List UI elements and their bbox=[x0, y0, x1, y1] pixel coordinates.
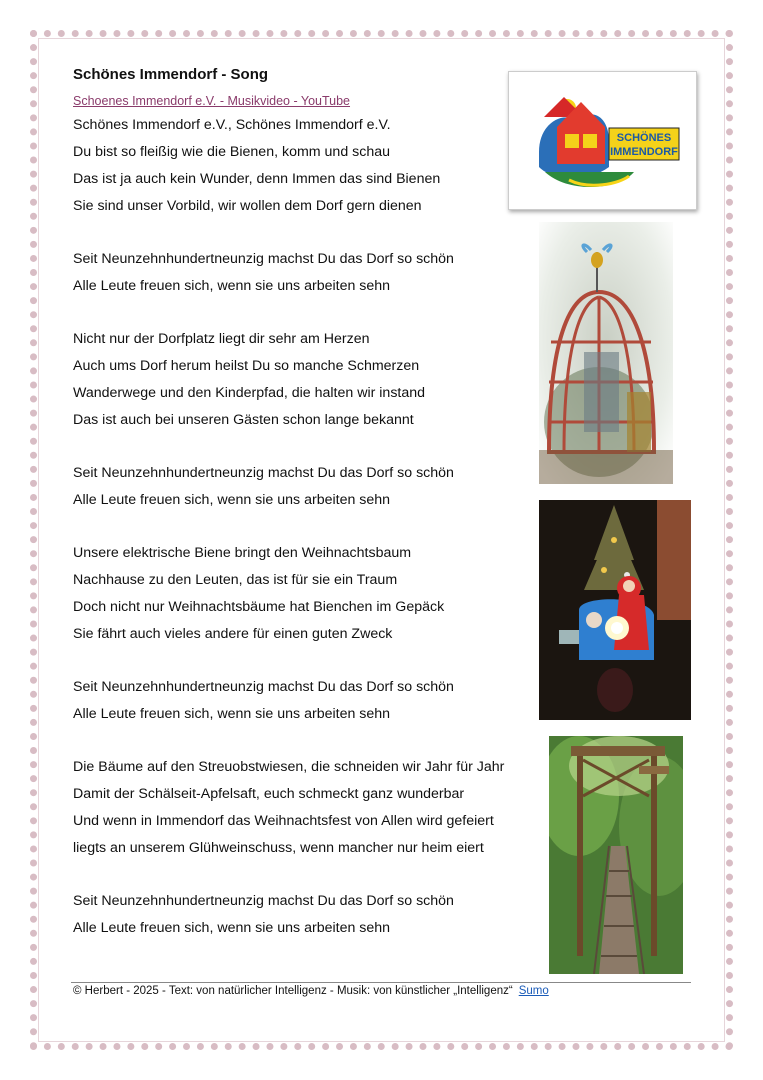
lyric-line: Nachhause zu den Leuten, das ist für sie ein Traum bbox=[73, 572, 398, 588]
sumo-link[interactable]: Sumo bbox=[518, 985, 549, 997]
lyric-line: Damit der Schälseit-Apfelsaft, euch schmeckt ganz wunderbar bbox=[73, 786, 465, 802]
photo-electric-bee-christmas bbox=[539, 500, 691, 720]
lyric-line: Alle Leute freuen sich, wenn sie uns arbeiten sehn bbox=[73, 492, 391, 508]
song-content bbox=[73, 64, 543, 968]
stanza bbox=[73, 326, 543, 434]
stanza bbox=[73, 754, 543, 862]
stanza bbox=[73, 674, 543, 728]
lyric-line: Seit Neunzehnhundertneunzig machst Du das Dorf so schön bbox=[73, 679, 454, 695]
lyric-line: Auch ums Dorf herum heilst Du so manche Schmerzen bbox=[73, 358, 420, 374]
lyric-line: Das ist ja auch kein Wunder, denn Immen das sind Bienen bbox=[73, 171, 441, 187]
footer-rule bbox=[71, 982, 691, 983]
stanza bbox=[73, 246, 543, 300]
stanza bbox=[73, 888, 543, 942]
lyrics bbox=[73, 112, 543, 942]
lyric-line: Du bist so fleißig wie die Bienen, komm und schau bbox=[73, 144, 391, 160]
lyric-line: Nicht nur der Dorfplatz liegt dir sehr am Herzen bbox=[73, 331, 370, 347]
stanza bbox=[73, 112, 543, 220]
lyric-line: Seit Neunzehnhundertneunzig machst Du das Dorf so schön bbox=[73, 251, 454, 267]
lyric-line: Und wenn in Immendorf das Weihnachtsfest von Allen wird gefeiert bbox=[73, 813, 494, 829]
logo-text-line1: SCHÖNES bbox=[616, 132, 672, 144]
club-logo bbox=[508, 71, 697, 210]
lyric-line: liegts an unserem Glühweinschuss, wenn mancher nur heim eiert bbox=[73, 840, 484, 856]
lyric-line: Alle Leute freuen sich, wenn sie uns arbeiten sehn bbox=[73, 706, 391, 722]
stanza bbox=[73, 460, 543, 514]
lyric-line: Schönes Immendorf e.V., Schönes Immendorf e.V. bbox=[73, 117, 391, 133]
lyric-line: Sie sind unser Vorbild, wir wollen dem Dorf gern dienen bbox=[73, 198, 422, 214]
footer bbox=[73, 985, 549, 997]
photo-bee-sculpture bbox=[539, 222, 673, 484]
youtube-link[interactable]: Schoenes Immendorf e.V. - Musikvideo - YouTube bbox=[73, 94, 351, 108]
logo-text-line2: IMMENDORF bbox=[610, 146, 678, 158]
lyric-line: Das ist auch bei unseren Gästen schon lange bekannt bbox=[73, 412, 414, 428]
lyric-line: Seit Neunzehnhundertneunzig machst Du das Dorf so schön bbox=[73, 893, 454, 909]
lyric-line: Unsere elektrische Biene bringt den Weihnachtsbaum bbox=[73, 545, 412, 561]
footer-text: © Herbert - 2025 - Text: von natürlicher Intelligenz - Musik: von künstlicher „Intelligenz“ bbox=[73, 985, 513, 997]
lyric-line: Seit Neunzehnhundertneunzig machst Du das Dorf so schön bbox=[73, 465, 454, 481]
logo-graphic bbox=[509, 72, 696, 209]
lyric-line: Doch nicht nur Weihnachtsbäume hat Bienchen im Gepäck bbox=[73, 599, 445, 615]
photo-forest-bridge bbox=[549, 736, 683, 974]
stanza bbox=[73, 540, 543, 648]
lyric-line: Die Bäume auf den Streuobstwiesen, die schneiden wir Jahr für Jahr bbox=[73, 759, 505, 775]
lyric-line: Wanderwege und den Kinderpfad, die halten wir instand bbox=[73, 385, 426, 401]
lyric-line: Alle Leute freuen sich, wenn sie uns arbeiten sehn bbox=[73, 920, 391, 936]
lyric-line: Alle Leute freuen sich, wenn sie uns arbeiten sehn bbox=[73, 278, 391, 294]
lyric-line: Sie fährt auch vieles andere für einen guten Zweck bbox=[73, 626, 393, 642]
song-title: Schönes Immendorf - Song bbox=[73, 66, 269, 83]
